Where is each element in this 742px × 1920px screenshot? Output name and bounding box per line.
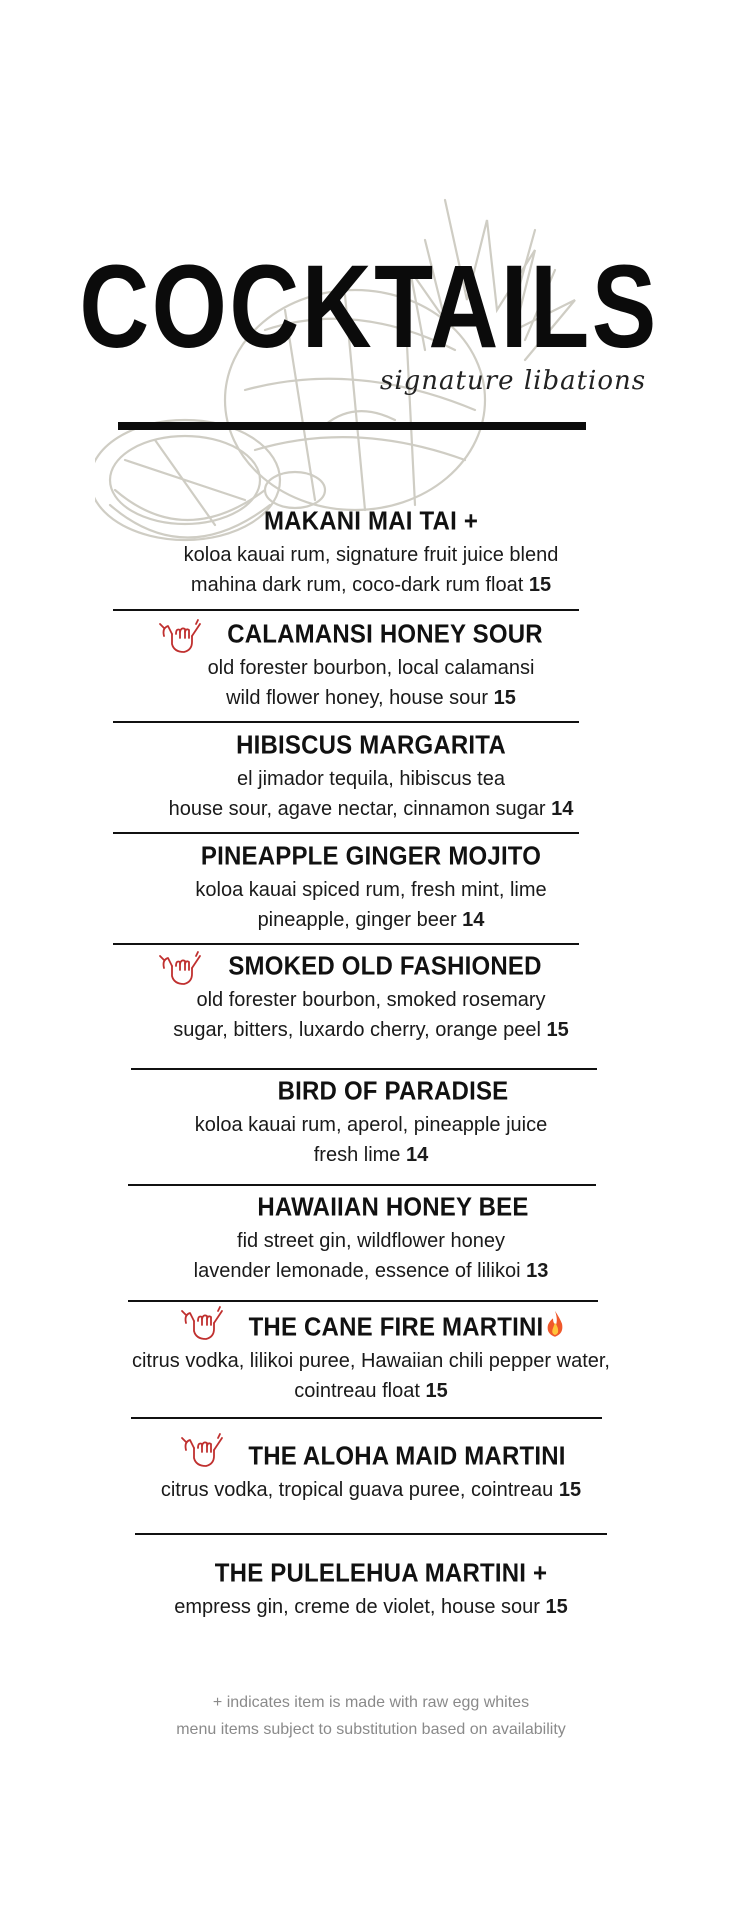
item-price: 13 <box>526 1260 549 1282</box>
item-name: HAWAIIAN HONEY BEE <box>257 1192 529 1223</box>
item-description: fid street gin, wildflower honey <box>237 1230 505 1252</box>
menu-item <box>0 843 742 935</box>
menu-item <box>0 1194 742 1286</box>
item-name: MAKANI MAI TAI + <box>263 506 479 537</box>
menu-item <box>0 1443 742 1505</box>
menu-item <box>0 508 742 600</box>
item-description: wild flower honey, house sour <box>226 687 489 709</box>
menu-item <box>0 1078 742 1170</box>
item-price: 14 <box>462 909 485 931</box>
item-description: el jimador tequila, hibiscus tea <box>237 768 505 790</box>
item-description: cointreau float <box>294 1380 420 1402</box>
item-price: 15 <box>558 1479 582 1501</box>
item-name: HIBISCUS MARGARITA <box>236 730 506 761</box>
item-name: THE ALOHA MAID MARTINI <box>248 1441 566 1472</box>
divider <box>113 721 579 723</box>
item-description: old forester bourbon, local calamansi <box>207 657 535 679</box>
menu-item <box>0 621 742 713</box>
item-price: 14 <box>406 1144 429 1166</box>
item-description: koloa kauai spiced rum, fresh mint, lime <box>195 879 547 901</box>
item-price: 15 <box>493 687 516 709</box>
page-subtitle: signature libations <box>380 366 647 396</box>
divider <box>113 609 579 611</box>
item-name: CALAMANSI HONEY SOUR <box>227 619 543 650</box>
menu-item <box>0 1560 742 1622</box>
footer-note-egg: + indicates item is made with raw egg whites <box>212 1694 530 1711</box>
item-description: lavender lemonade, essence of lilikoi <box>193 1260 521 1282</box>
divider <box>113 943 579 945</box>
menu-item <box>0 732 742 824</box>
fire-icon <box>545 1310 565 1338</box>
item-price: 15 <box>425 1380 448 1402</box>
menu-item <box>0 1311 742 1406</box>
item-description: koloa kauai rum, aperol, pineapple juice <box>194 1114 548 1136</box>
item-description: old forester bourbon, smoked rosemary <box>196 989 546 1011</box>
item-description: fresh lime <box>313 1144 401 1166</box>
item-name: THE CANE FIRE MARTINI <box>248 1313 544 1343</box>
item-description: pineapple, ginger beer <box>257 909 457 931</box>
item-price: 15 <box>546 1019 569 1041</box>
item-price: 15 <box>545 1596 568 1618</box>
footer-note-substitution: menu items subject to substitution based on availability <box>176 1721 566 1738</box>
divider <box>131 1417 602 1419</box>
item-name: THE PULELEHUA MARTINI + <box>214 1558 548 1589</box>
item-name: SMOKED OLD FASHIONED <box>228 951 542 982</box>
divider <box>135 1533 607 1535</box>
item-description: empress gin, creme de violet, house sour <box>174 1596 540 1618</box>
divider <box>113 832 579 834</box>
title-underline <box>118 422 586 430</box>
divider <box>131 1068 597 1070</box>
item-price: 14 <box>551 798 574 820</box>
item-description: citrus vodka, lilikoi puree, Hawaiian chili pepper water, <box>131 1350 610 1372</box>
item-description: sugar, bitters, luxardo cherry, orange peel <box>173 1019 541 1041</box>
item-name: PINEAPPLE GINGER MOJITO <box>200 841 542 872</box>
item-description: mahina dark rum, coco-dark rum float <box>190 574 524 596</box>
item-name: BIRD OF PARADISE <box>277 1076 509 1107</box>
item-description: house sour, agave nectar, cinnamon sugar <box>168 798 546 820</box>
item-price: 15 <box>528 574 552 596</box>
divider <box>128 1184 596 1186</box>
item-description: citrus vodka, tropical guava puree, cointreau <box>160 1479 554 1501</box>
page-title: COCKTAILS <box>79 241 659 373</box>
item-description: koloa kauai rum, signature fruit juice blend <box>183 544 559 566</box>
menu-item <box>0 953 742 1045</box>
divider <box>128 1300 598 1302</box>
